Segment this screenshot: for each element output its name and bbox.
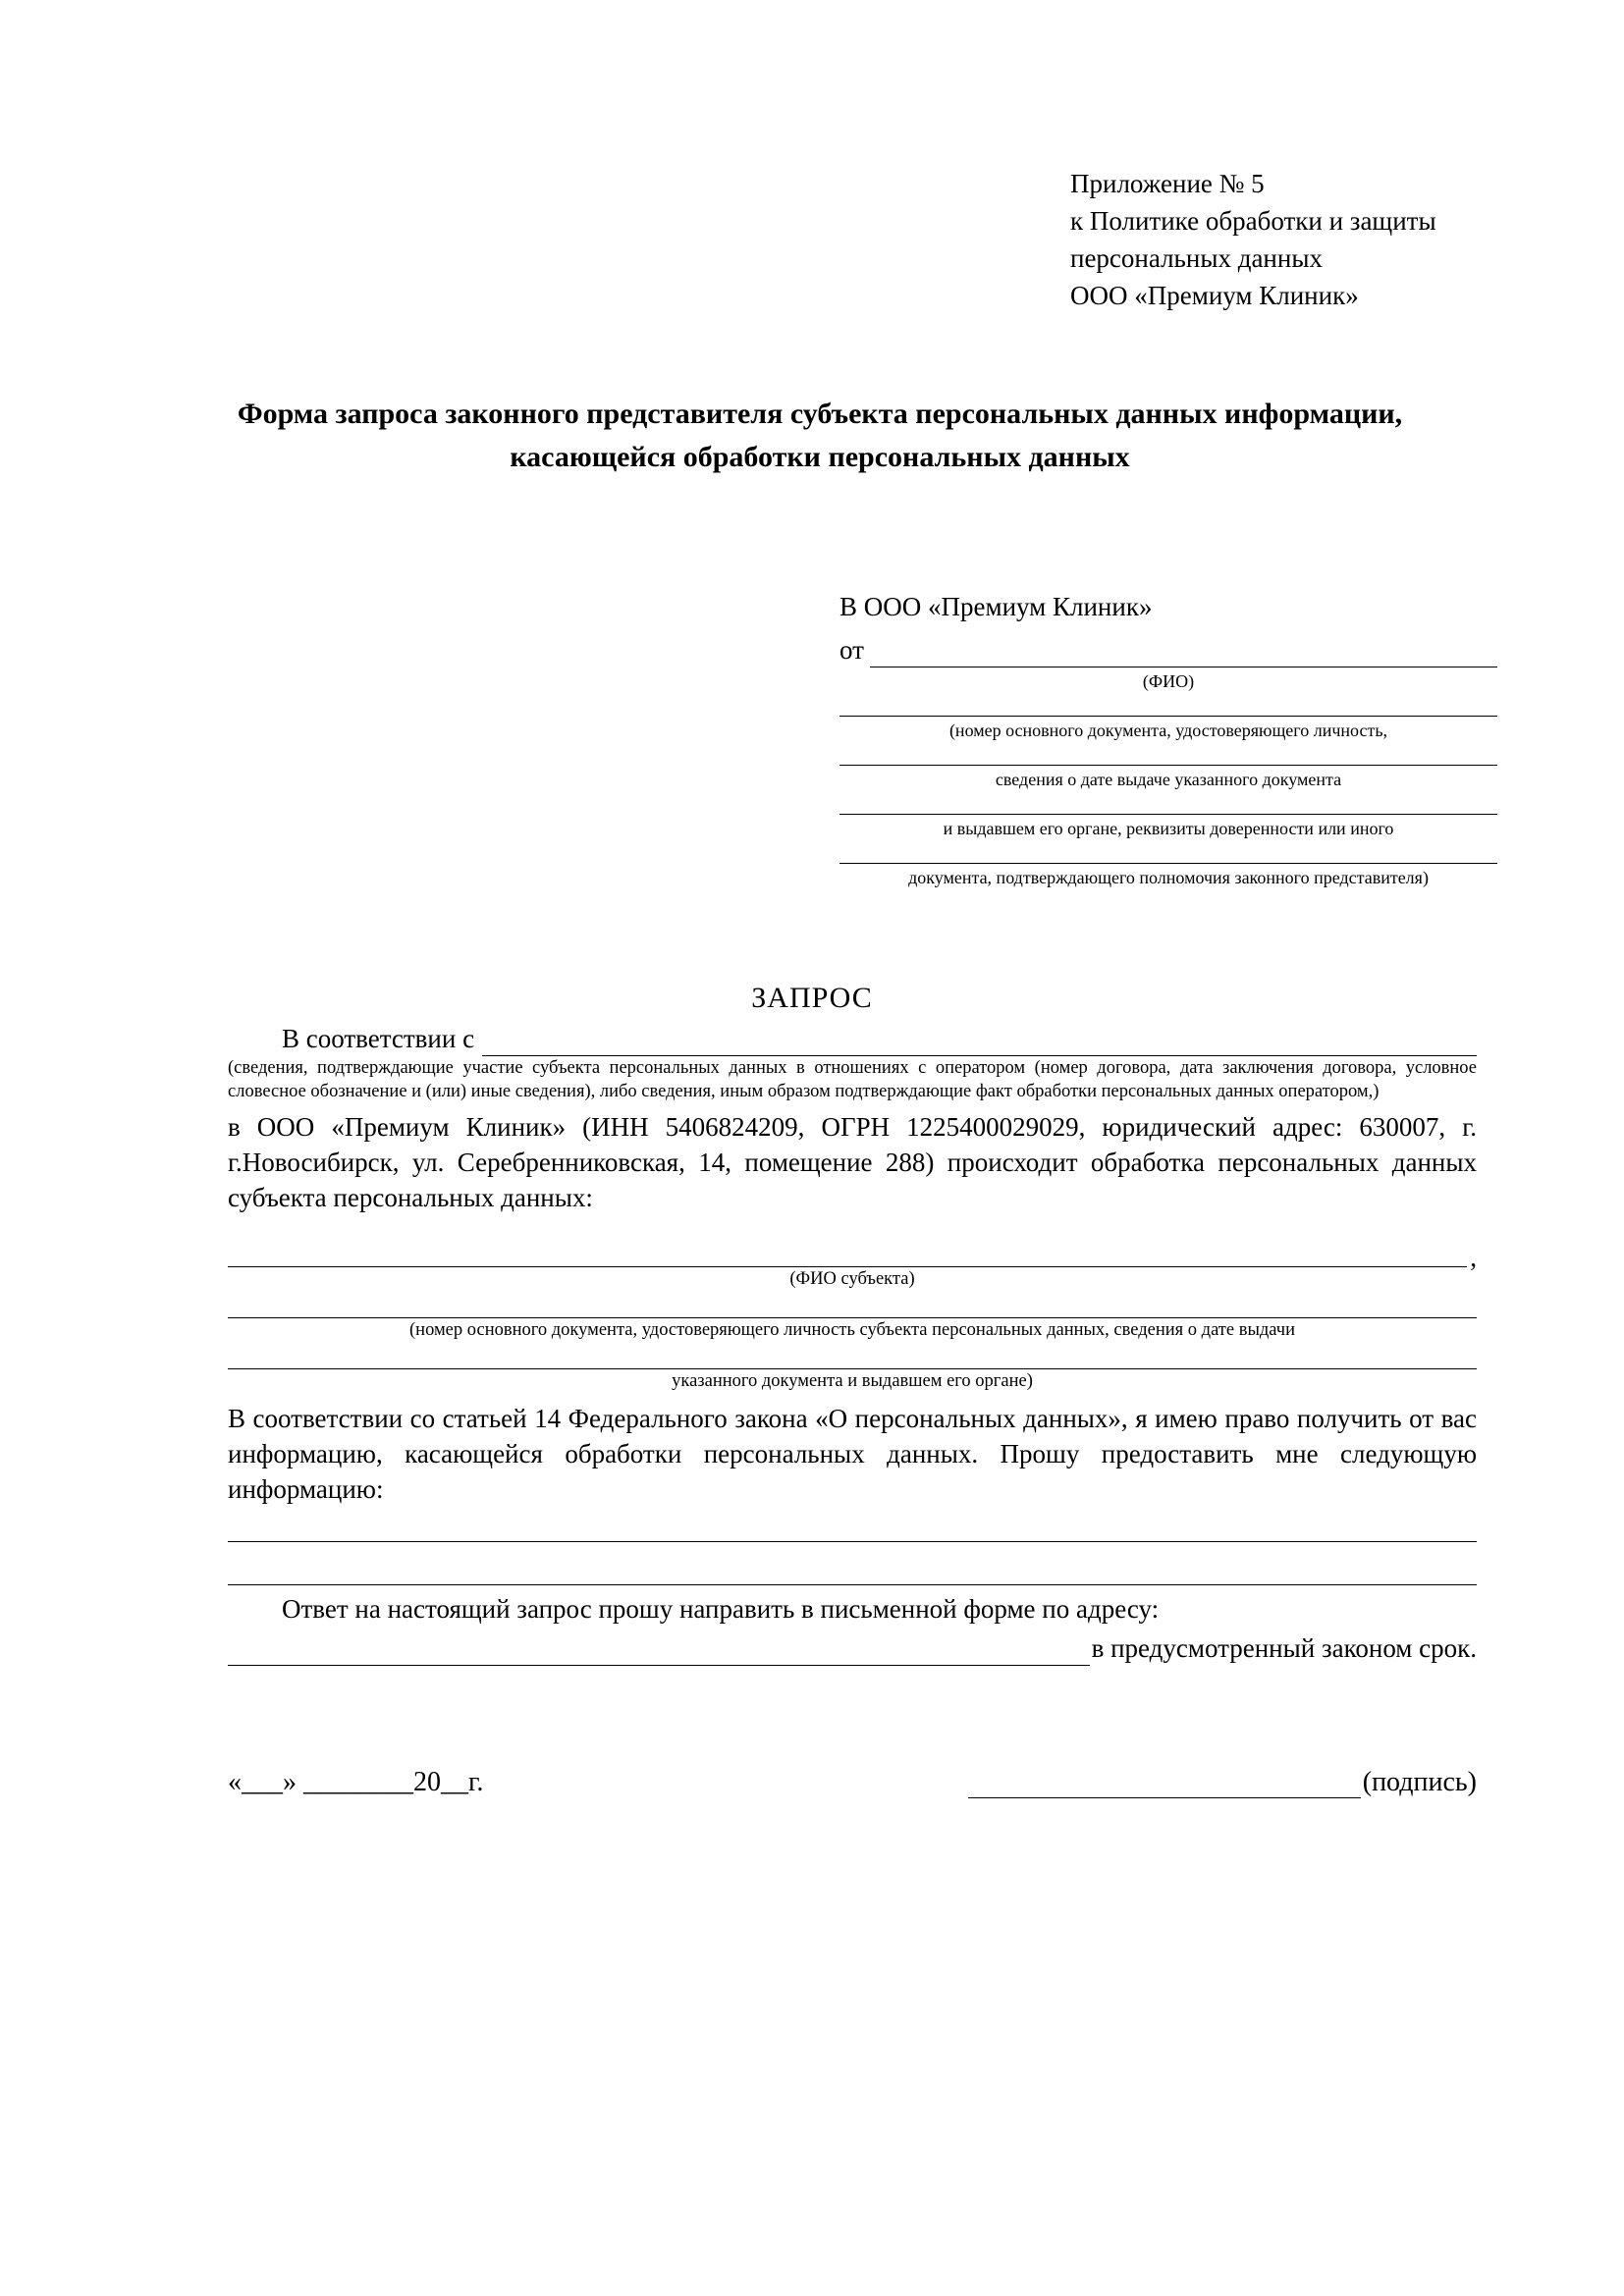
- addressee-block: [839, 589, 1497, 889]
- from-label: от: [839, 635, 864, 665]
- basis-label: В соответствии с: [282, 1024, 475, 1053]
- from-row: [839, 632, 1497, 667]
- signature-row: [228, 1767, 1477, 1798]
- signature-label: (подпись): [1362, 1767, 1477, 1797]
- organization-paragraph: в ООО «Премиум Клиник» (ИНН 5406824209, ОГРН 1225400029029, юридический адрес: 630007, г. г.Новосибирск, ул. Серебренниковская, 14, помещение 288) происходит обработка персональных данных субъекта персональных данных:: [228, 1112, 1477, 1212]
- caption-doc-power: документа, подтверждающего полномочия законного представителя): [908, 868, 1429, 887]
- caption-doc-date: сведения о дате выдаче указанного документа: [995, 770, 1342, 789]
- page-title-line-1: Форма запроса законного представителя субъекта персональных данных: [237, 398, 1218, 430]
- requested-info-line-1[interactable]: [228, 1540, 1477, 1542]
- answer-request-text: Ответ на настоящий запрос прошу направить в письменной форме по адресу:: [282, 1594, 1160, 1624]
- answer-address-row: [228, 1630, 1477, 1666]
- caption-doc-organ: и выдавшем его органе, реквизиты доверенности или иного: [943, 819, 1394, 838]
- answer-address-tail: в предусмотренный законом срок.: [1091, 1633, 1477, 1663]
- caption-subject-fio: (ФИО субъекта): [789, 1269, 915, 1289]
- answer-address-input-line[interactable]: [228, 1635, 1090, 1666]
- caption-subject-doc: (номер основного документа, удостоверяющего личность субъекта персональных данных, сведения о дате выдачи: [409, 1320, 1295, 1340]
- page-title: [206, 393, 1434, 479]
- subject-fio-row: [228, 1241, 1477, 1272]
- requested-info-line-2[interactable]: [228, 1583, 1477, 1585]
- caption-doc-number: (номер основного документа, удостоверяющего личность,: [948, 721, 1388, 740]
- caption-fio: (ФИО): [1142, 671, 1195, 691]
- addressee-organization: В ООО «Премиум Клиник»: [839, 592, 1153, 621]
- appendix-policy-line-1: к Политике обработки и защиты: [1070, 206, 1436, 236]
- caption-subject-doc-2: указанного документа и выдавшем его органе): [672, 1371, 1033, 1391]
- basis-input-line[interactable]: [482, 1030, 1477, 1056]
- caption-basis: (сведения, подтверждающие участие субъекта персональных данных в отношениях с оператором (номер договора, дата заключения договора, условное словесное обозначение и (или) иные сведения), либо сведения, иным образом подтверждающие факт обработки персональных данных оператором,): [228, 1058, 1477, 1101]
- subject-fio-comma: ,: [1470, 1243, 1477, 1272]
- request-heading: ЗАПРОС: [751, 982, 873, 1014]
- basis-row: [228, 1021, 1477, 1056]
- law-paragraph: В соответствии со статьей 14 Федерального закона «О персональных данных», я имею право получить от вас информацию, касающейся обработки персональных данных. Прошу предоставить мне следующую информацию:: [228, 1404, 1477, 1504]
- document-body: [228, 1021, 1477, 1666]
- page-title-line-2: информации, касающейся обработки персональных данных: [510, 398, 1403, 473]
- from-fio-input-line[interactable]: [870, 641, 1497, 667]
- subject-fio-input-line[interactable]: [228, 1241, 1467, 1267]
- appendix-company: ООО «Премиум Клиник»: [1070, 281, 1359, 310]
- signature-input-line[interactable]: [968, 1772, 1361, 1798]
- appendix-header: [1070, 165, 1581, 314]
- appendix-policy-line-2: персональных данных: [1070, 243, 1323, 273]
- appendix-number: Приложение № 5: [1070, 169, 1265, 198]
- date-field[interactable]: «___» ________20__г.: [228, 1767, 484, 1797]
- signature-field: [927, 1767, 1477, 1798]
